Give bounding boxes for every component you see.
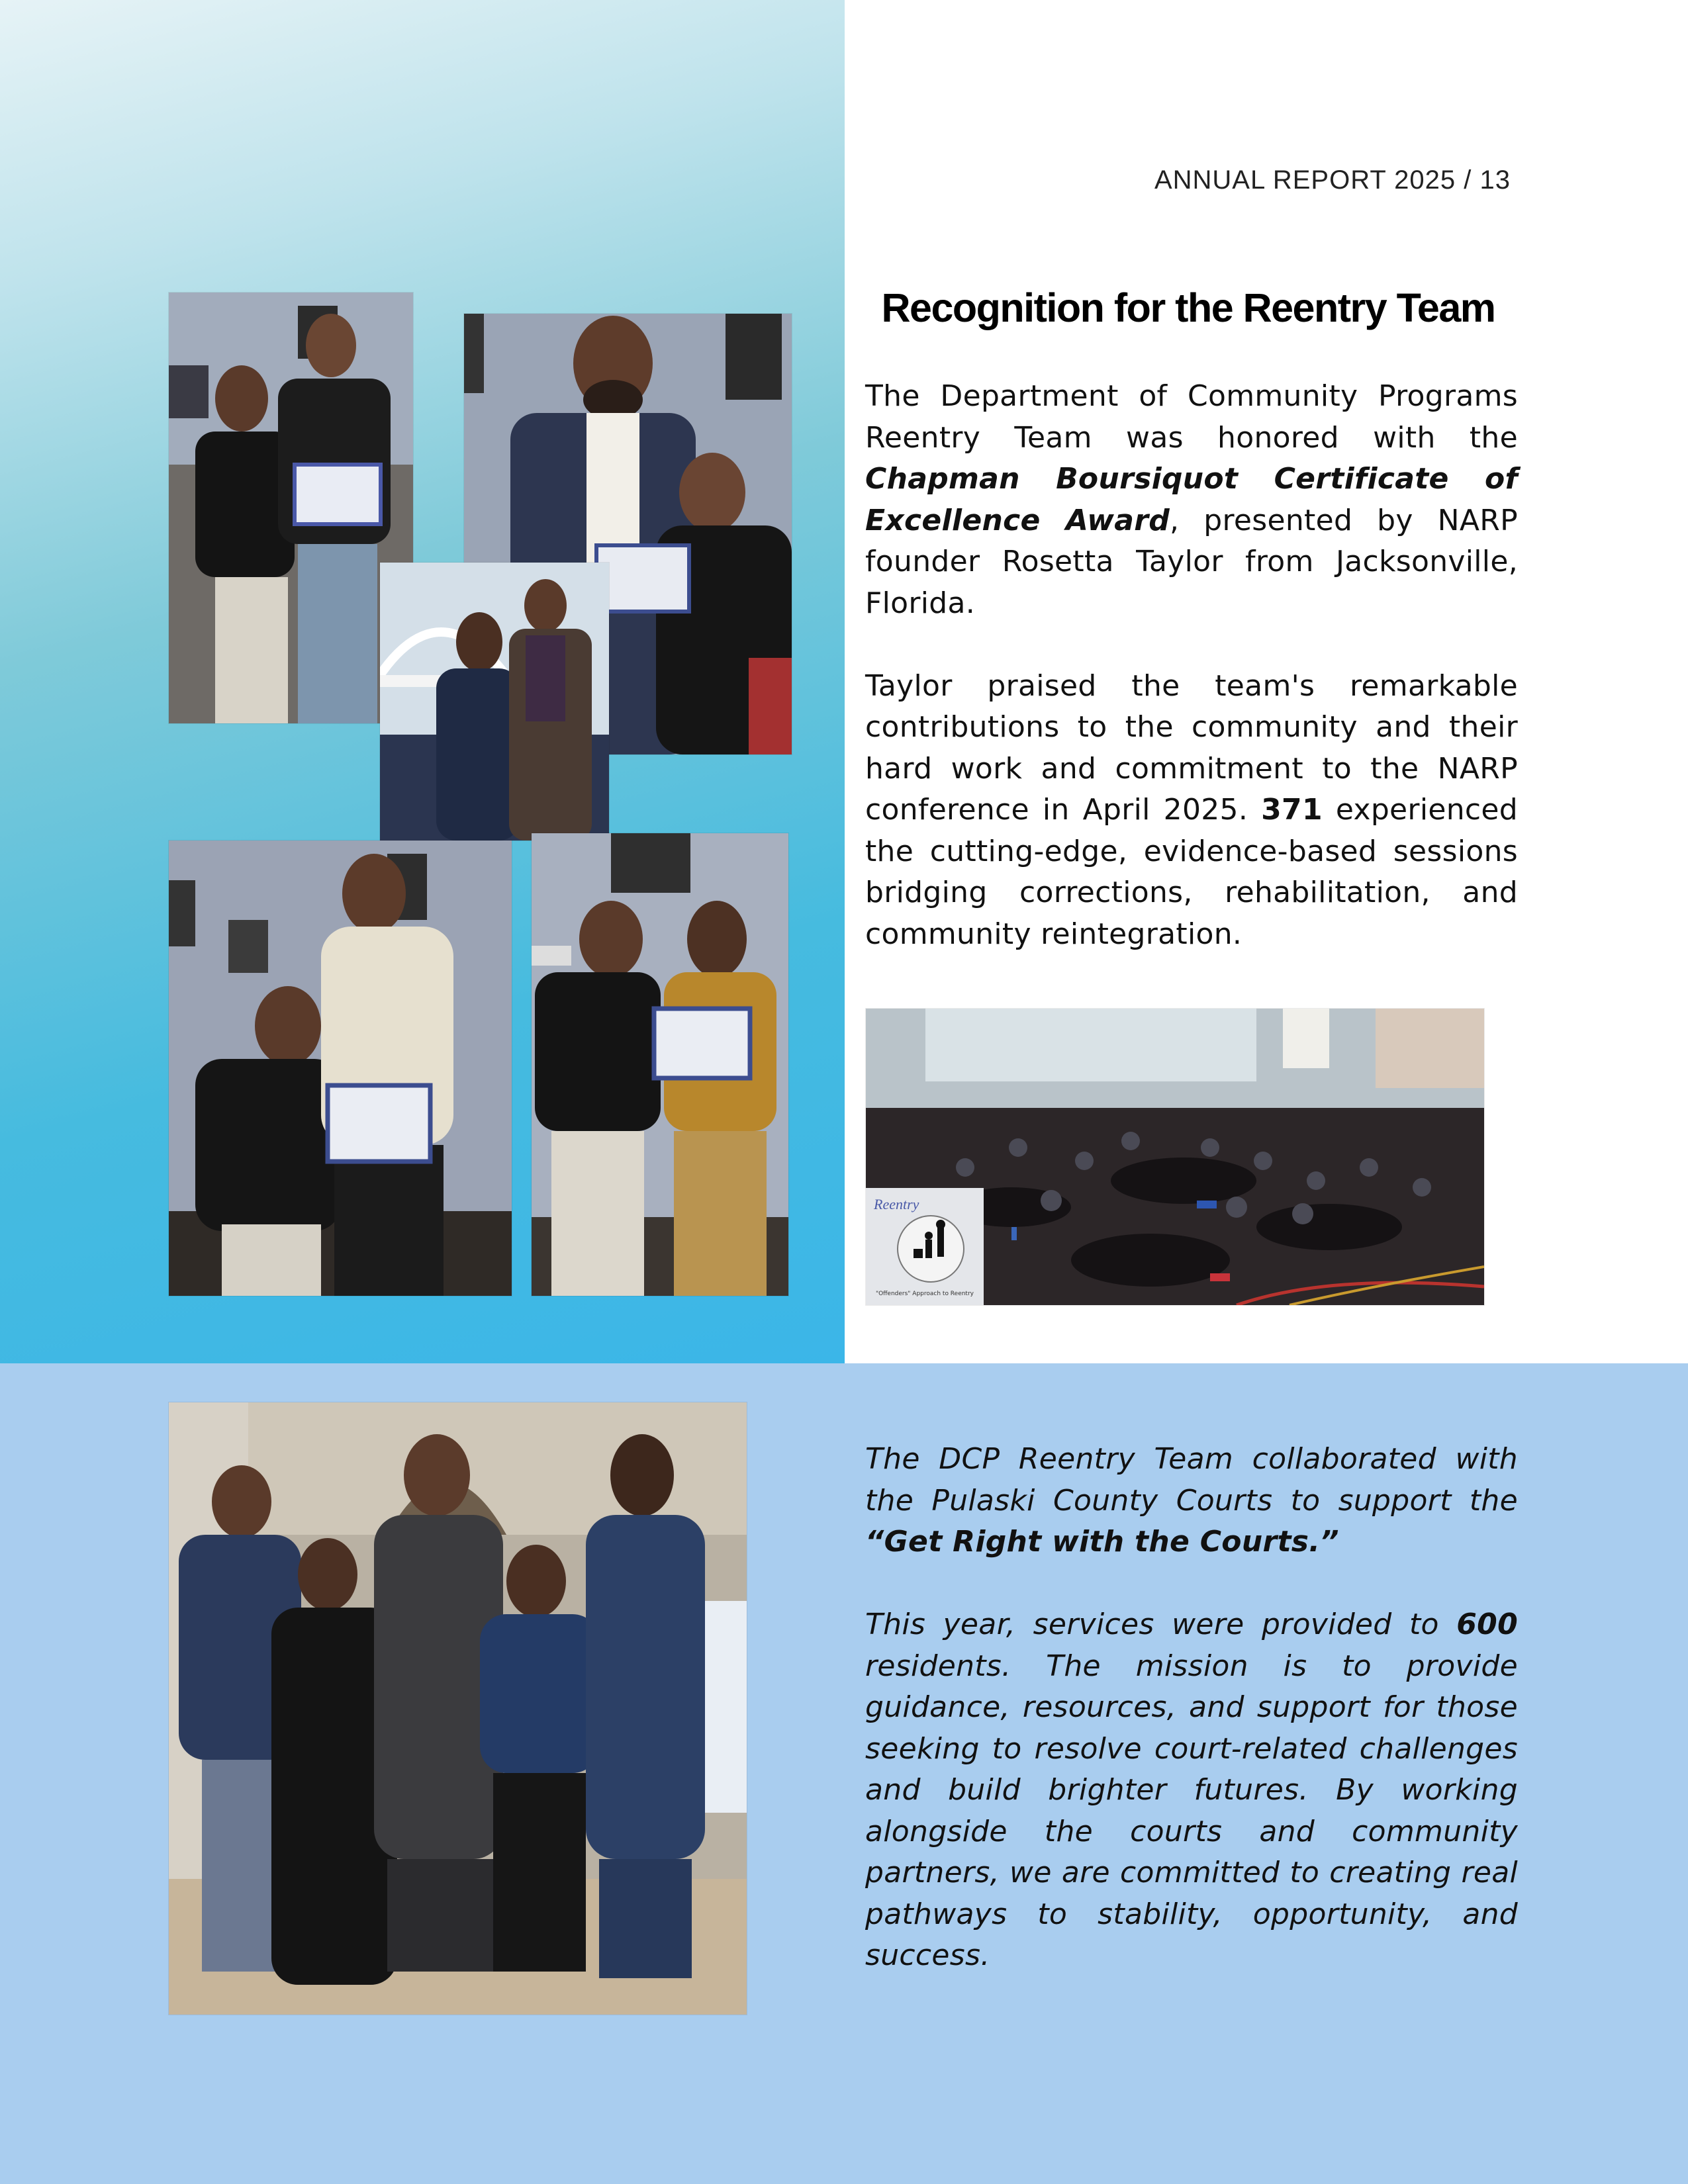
courts-team-group-photo (169, 1402, 747, 2015)
recognition-paragraph-1-end: , presented by NARP founder Rosetta Taylor from Jacksonville, Florida. (865, 503, 1518, 620)
program-name: “Get Right with the Courts.” (865, 1525, 1339, 1559)
courts-paragraph-1-intro: The DCP Reentry Team collaborated with the Pulaski County Courts to support the (865, 1442, 1518, 1518)
narp-logo-caption: "Offenders" Approach to Reentry (875, 1291, 974, 1297)
recognition-text-block (865, 376, 1518, 955)
section-title: Recognition for the Reentry Team (881, 285, 1495, 330)
photo-award-couple-bridge (380, 563, 609, 841)
recognition-paragraph-1-intro: The Department of Community Programs Reentry Team was honored with the (865, 379, 1518, 455)
narp-logo-inset (866, 1188, 984, 1305)
recognition-paragraph-2 (865, 666, 1518, 956)
photo-award-couple-1 (169, 293, 413, 723)
paragraph-spacer (865, 624, 1518, 666)
residents-served-count: 600 (1456, 1608, 1518, 1641)
courts-paragraph-2-intro: This year, services were provided to (865, 1608, 1457, 1641)
narp-logo-icon (866, 1188, 984, 1305)
recognition-paragraph-2-intro: Taylor praised the team's remarkable contributions to the community and their hard work and commitment to the NARP conference in April 2025. (865, 668, 1518, 827)
courts-paragraph-1 (865, 1439, 1518, 1563)
recognition-paragraph-2-end: experienced the cutting-edge, evidence-based sessions bridging corrections, rehabilitation, and community reintegration. (865, 793, 1518, 951)
attendee-count: 371 (1261, 793, 1323, 827)
courts-paragraph-2-end: residents. The mission is to provide guidance, resources, and support for those seeking to resolve court-related challenges and build brighter futures. By working alongside the courts and community partners, we are committed to creating real pathways to stability, opportunity, and success. (865, 1649, 1518, 1972)
courts-text-block (865, 1439, 1518, 1977)
courts-paragraph-2 (865, 1604, 1518, 1977)
recognition-paragraph-1 (865, 376, 1518, 624)
award-name: Chapman Boursiquot Certificate of Excellence Award (865, 462, 1518, 537)
svg-text:Reentry: Reentry (874, 1196, 919, 1212)
page-header-label: ANNUAL REPORT 2025 / 13 (1154, 165, 1511, 195)
paragraph-spacer (865, 1563, 1518, 1605)
photo-award-couple-3 (169, 841, 512, 1296)
photo-award-couple-4 (532, 833, 788, 1296)
